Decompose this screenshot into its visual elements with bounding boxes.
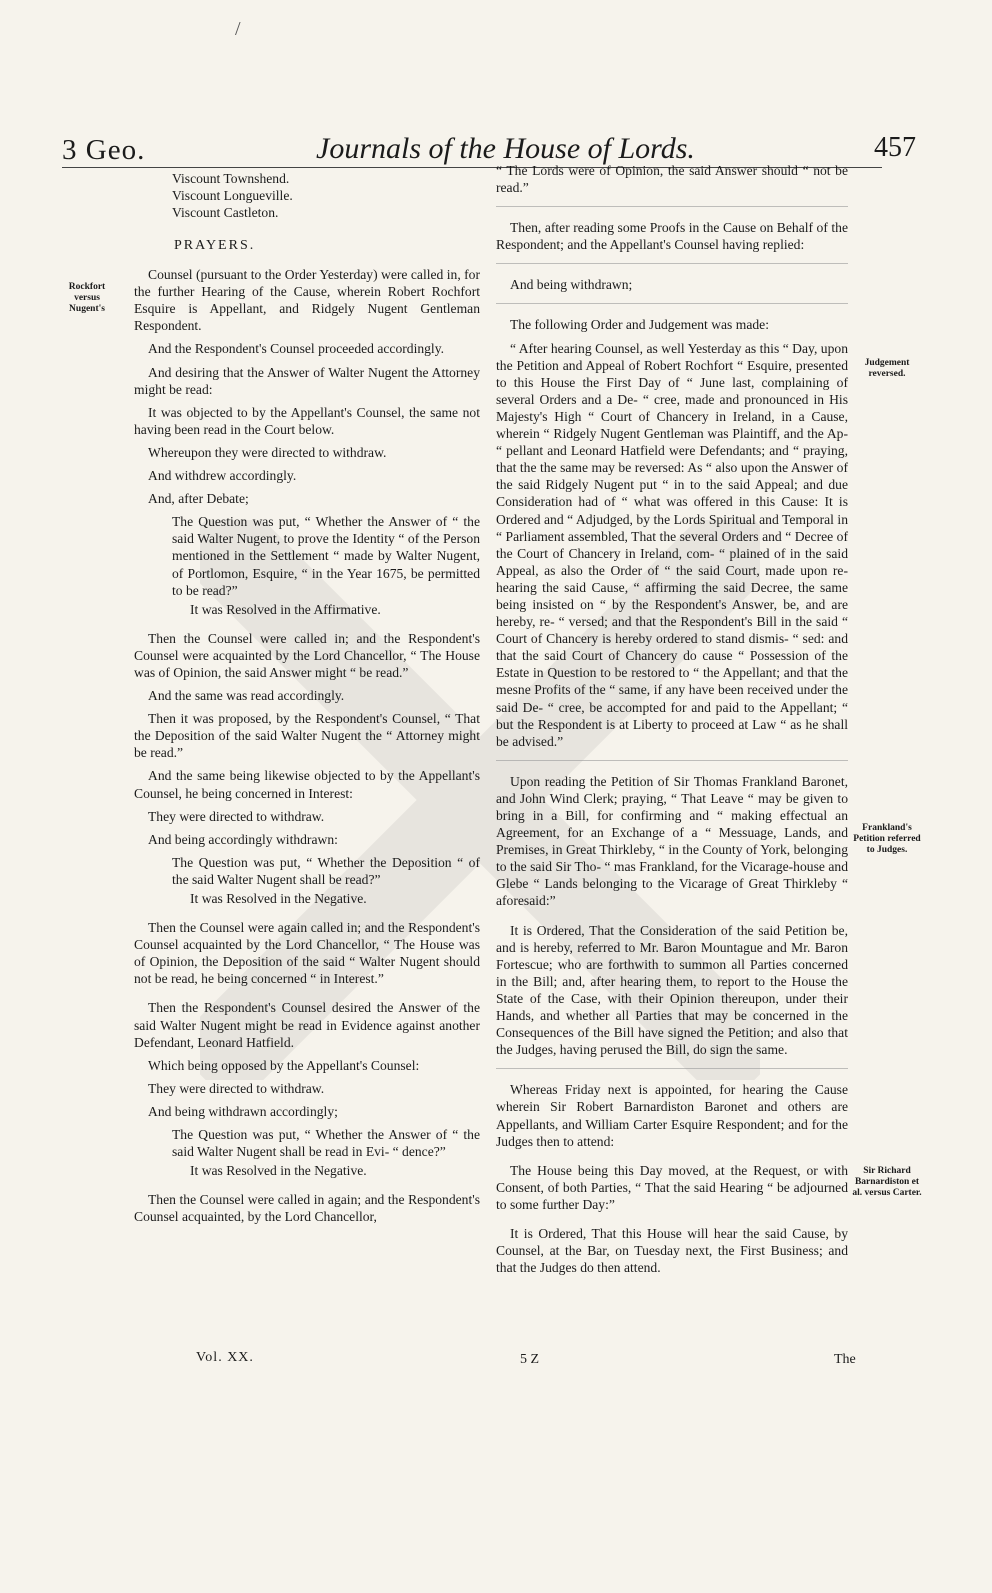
header-page-number: 457: [874, 132, 916, 163]
resolution: It was Resolved in the Negative.: [190, 1163, 367, 1179]
prayers-heading: PRAYERS.: [174, 238, 256, 253]
right-column: [496, 162, 848, 1282]
top-mark: /: [235, 18, 241, 40]
resolution: It was Resolved in the Affirmative.: [190, 601, 381, 617]
paragraph: Which being opposed by the Appellant's Counsel:: [148, 1057, 420, 1073]
attendance-line: Viscount Castleton.: [172, 205, 279, 220]
paragraph: Then, after reading some Proofs in the Cause on Behalf of the Respondent; and the Appellant's Counsel having replied:: [496, 220, 848, 253]
paragraph: And being withdrawn accordingly;: [148, 1103, 338, 1119]
separator: [496, 303, 848, 304]
paragraph: And, after Debate;: [148, 491, 249, 507]
question-paragraph: The Question was put, “ Whether the Answer of “ the said Walter Nugent shall be read in Evi- “ dence?”: [172, 1127, 480, 1160]
catchword: The: [834, 1352, 856, 1367]
paragraph: And being withdrawn;: [510, 277, 633, 293]
header-title: Journals of the House of Lords.: [316, 132, 695, 165]
paragraph: “ The Lords were of Opinion, the said Answer should “ not be read.”: [496, 163, 848, 196]
paragraph: Counsel (pursuant to the Order Yesterday) were called in, for the further Hearing of the Cause, wherein Robert Rochfort Esquire is Appellant, and Ridgely Nugent Gentleman Respondent.: [134, 267, 480, 334]
paragraph: And the same was read accordingly.: [148, 688, 345, 704]
separator: [496, 1068, 848, 1069]
paragraph: Then the Counsel were called in; and the Respondent's Counsel were acquainted by the Lord Chancellor, “ The House was of Opinion, the said Answer might “ be read.”: [134, 630, 480, 680]
paragraph: And the Respondent's Counsel proceeded accordingly.: [148, 341, 445, 357]
separator: [496, 206, 848, 207]
signature-mark: 5 Z: [520, 1352, 540, 1367]
paragraph: It is Ordered, That the Consideration of the said Petition be, and is hereby, referred to Mr. Baron Mountague and Mr. Baron Fortescue; who are forthwith to summon all Parties concerned in the Bill; and, after hearing them, to report to the House the State of the Case, with their Opinion thereupon, under their Hands, and whether all Parties that may be concerned in the Consequences of the Bill have signed the Petition; and also that the Judges, having perused the Bill, do sign the same.: [496, 922, 848, 1058]
paragraph: And the same being likewise objected to by the Appellant's Counsel, he being concerned in Interest:: [134, 768, 480, 801]
paragraph: They were directed to withdraw.: [148, 1080, 325, 1096]
paragraph: The following Order and Judgement was made:: [510, 317, 769, 333]
paragraph: It is Ordered, That this House will hear the said Cause, by Counsel, at the Bar, on Tuesday next, the First Business; and that the Judges do then attend.: [496, 1225, 848, 1276]
paragraph: And withdrew accordingly.: [148, 468, 297, 484]
paragraph: And desiring that the Answer of Walter Nugent the Attorney might be read:: [134, 364, 480, 397]
attendance-line: Viscount Townshend.: [172, 171, 290, 186]
paragraph: It was objected to by the Appellant's Counsel, the same not having been read in the Court below.: [134, 404, 480, 437]
side-note-judgement: Judgement reversed.: [864, 358, 910, 379]
separator: [496, 760, 848, 761]
paragraph: Then the Counsel were again called in; and the Respondent's Counsel acquainted by the Lord Chancellor, “ The House was of Opinion, the Deposition of the said “ Walter Nugent should not be read, he being concerned “ in Interest.”: [134, 920, 480, 987]
paragraph: The House being this Day moved, at the Request, or with Consent, of both Parties, “ That the said Hearing “ be adjourned to some further Day:”: [496, 1162, 848, 1212]
resolution: It was Resolved in the Negative.: [190, 891, 367, 906]
header-left: 3 Geo.: [62, 134, 146, 166]
paragraph: Then the Counsel were called in again; and the Respondent's Counsel acquainted, by the Lord Chancellor,: [134, 1192, 480, 1225]
side-note-rockfort: Rockfort versus Nugent's: [68, 282, 106, 314]
paragraph: Whereas Friday next is appointed, for hearing the Cause wherein Sir Robert Barnardiston Baronet and others are Appellants, and William Carter Esquire Respondent; and for the Judges then to attend:: [496, 1082, 848, 1149]
left-column: [134, 170, 480, 1232]
paragraph: Then it was proposed, by the Respondent's Counsel, “ That the Deposition of the said Walter Nugent the “ Attorney might be read.”: [134, 711, 480, 761]
paragraph: Upon reading the Petition of Sir Thomas Frankland Baronet, and John Wind Clerk; praying, “ That Leave “ may be given to bring in a Bill, for confirming and “ making effectual an Agreement, for an Exchange of a “ Messuage, Lands, and Premises, in Great Thirkleby, “ in the County of York, belonging to the said Sir Tho- “ mas Frankland, for the Vicarage-house and Glebe “ Lands belonging to the Vicarage of Great Thirkleby “ aforesaid:”: [496, 773, 848, 909]
judgement-paragraph: “ After hearing Counsel, as well Yesterday as this “ Day, upon the Petition and Appeal of Robert Rochfort “ Esquire, presented to this House the First Day of “ June last, complaining of several Orders and a De- “ cree, made and pronounced in His Majesty's High “ Court of Chancery in Ireland, in a Cause, wherein “ Ridgely Nugent Gentleman was Plaintiff, and the Ap- “ pellant and Leonard Hatfield were Defendants; and “ praying, that the the same may be reversed: As “ also upon the Answer of the said Ridgely Nugent put “ in to the said Appeal; and due Consideration had of “ what was offered in this Cause: It is Ordered and “ Adjudged, by the Lords Spiritual and Temporal in “ Parliament assembled, That the several Orders and “ Decree of the Court of Chancery in Ireland, com- “ plained of in the said Appeal, as also the Order of “ the said Court, made upon re-hearing the said Cause, “ affirming the said Decree, the same being insisted on “ by the Respondent's Answer, be, and are hereby, re- “ versed; and that the Respondent's Bill in the said “ Court of Chancery is hereby ordered to stand dismis- “ sed: and that the said Court of Chancery do cause “ Possession of the Estate in Question to be restored to “ the Appellant; and that the mesne Profits of the “ same, if any have been received under the said De- “ cree, be accompted for and paid to the Appellant; “ but the Respondent is at Liberty to proceed at Law “ as he shall be advised.”: [496, 340, 848, 749]
paragraph: Whereupon they were directed to withdraw.: [148, 444, 387, 460]
volume-label: Vol. XX.: [196, 1350, 254, 1365]
paragraph: Then the Respondent's Counsel desired the Answer of the said Walter Nugent might be read in Evidence against another Defendant, Leonard Hatfield.: [134, 1000, 480, 1050]
attendance-line: Viscount Longueville.: [172, 188, 293, 203]
question-paragraph: The Question was put, “ Whether the Deposition “ of the said Walter Nugent shall be read?”: [172, 854, 480, 887]
paragraph: They were directed to withdraw.: [148, 808, 325, 824]
side-note-barnardiston: Sir Richard Barnardiston et al. versus Carter.: [852, 1166, 922, 1198]
question-paragraph: The Question was put, “ Whether the Answer of “ the said Walter Nugent, to prove the Identity “ of the Person mentioned in the Settlement “ made by Walter Nugent, of Portlomon, Esquire, “ in the Year 1675, be permitted to be read?”: [172, 514, 480, 598]
separator: [496, 263, 848, 264]
side-note-frankland: Frankland's Petition referred to Judges.: [853, 823, 921, 855]
paragraph: And being accordingly withdrawn:: [148, 831, 338, 847]
